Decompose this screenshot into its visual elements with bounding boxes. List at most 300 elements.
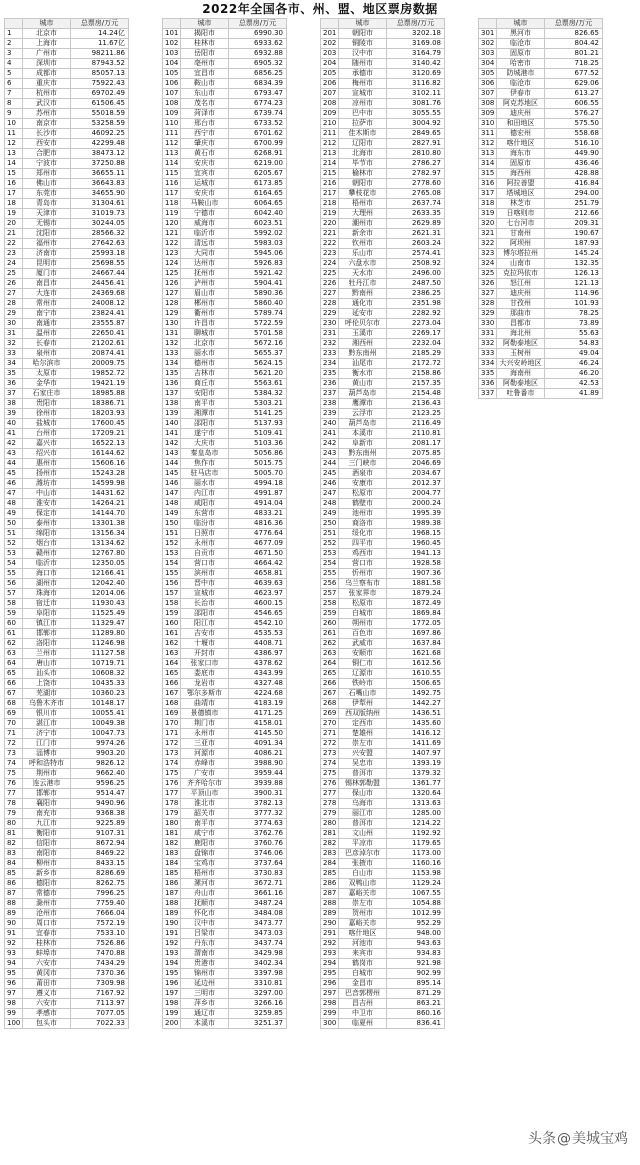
table-row [5, 939, 129, 949]
city-cell: 朝阳市 [339, 179, 387, 189]
city-cell: 文山州 [339, 829, 387, 839]
box-office-cell: 121.13 [545, 279, 603, 289]
table-row [163, 639, 287, 649]
table-row [163, 129, 287, 139]
box-office-cell: 5926.83 [229, 259, 287, 269]
rank-cell: 19 [5, 209, 23, 219]
city-cell: 银川市 [23, 709, 71, 719]
table-row [321, 329, 445, 339]
city-cell: 漯河市 [181, 879, 229, 889]
table-row [5, 839, 129, 849]
rank-cell: 80 [5, 819, 23, 829]
box-office-cell: 14144.70 [71, 509, 129, 519]
table-row [321, 879, 445, 889]
box-office-cell: 3402.34 [229, 959, 287, 969]
table-row [163, 99, 287, 109]
rank-cell: 57 [5, 589, 23, 599]
city-cell: 西双版纳州 [339, 709, 387, 719]
box-office-cell: 871.29 [387, 989, 445, 999]
rank-cell: 286 [321, 879, 339, 889]
box-office-cell: 28566.32 [71, 229, 129, 239]
rank-cell: 336 [479, 379, 497, 389]
box-office-cell: 2116.49 [387, 419, 445, 429]
rank-cell: 72 [5, 739, 23, 749]
city-cell: 宜宾市 [181, 169, 229, 179]
box-office-cell: 4378.62 [229, 659, 287, 669]
city-cell: 通辽市 [181, 1009, 229, 1019]
city-cell: 赤峰市 [181, 759, 229, 769]
city-cell: 连云港市 [23, 779, 71, 789]
table-row [5, 609, 129, 619]
rank-cell: 264 [321, 659, 339, 669]
city-cell: 商洛市 [339, 519, 387, 529]
box-office-cell: 10047.73 [71, 729, 129, 739]
table-row [321, 839, 445, 849]
box-office-cell: 860.16 [387, 1009, 445, 1019]
table-row [5, 39, 129, 49]
table-row [163, 299, 287, 309]
city-cell: 福州市 [23, 239, 71, 249]
rank-cell: 146 [163, 479, 181, 489]
table-row [5, 359, 129, 369]
box-office-cell: 3774.63 [229, 819, 287, 829]
city-cell: 泰州市 [23, 519, 71, 529]
city-cell: 大兴安岭地区 [497, 359, 545, 369]
city-cell: 新余市 [339, 229, 387, 239]
table-row [321, 449, 445, 459]
table-row [163, 649, 287, 659]
table-row [5, 109, 129, 119]
city-cell: 咸宁市 [181, 829, 229, 839]
box-office-cell: 251.79 [545, 199, 603, 209]
table-row [321, 549, 445, 559]
city-cell: 上饶市 [23, 679, 71, 689]
city-cell: 吴忠市 [339, 759, 387, 769]
rank-cell: 201 [321, 29, 339, 39]
box-office-cell: 13301.38 [71, 519, 129, 529]
table-row [479, 189, 603, 199]
city-cell: 葫芦岛市 [339, 389, 387, 399]
rank-cell: 261 [321, 629, 339, 639]
table-row [5, 119, 129, 129]
box-office-cell: 449.90 [545, 149, 603, 159]
box-office-cell: 2496.00 [387, 269, 445, 279]
table-row [321, 519, 445, 529]
table-row [163, 549, 287, 559]
rank-cell: 121 [163, 229, 181, 239]
box-office-cell: 2273.04 [387, 319, 445, 329]
box-office-cell: 3429.98 [229, 949, 287, 959]
table-row [321, 259, 445, 269]
table-row [321, 299, 445, 309]
box-office-cell: 3777.32 [229, 809, 287, 819]
table-row [163, 609, 287, 619]
city-cell: 丽江市 [339, 809, 387, 819]
box-office-cell: 2487.50 [387, 279, 445, 289]
city-cell: 忻州市 [339, 569, 387, 579]
rank-cell: 129 [163, 309, 181, 319]
table-row [321, 209, 445, 219]
city-cell: 喀什地区 [339, 929, 387, 939]
table-row [163, 409, 287, 419]
table-row [163, 859, 287, 869]
table-row [163, 799, 287, 809]
rank-cell: 246 [321, 479, 339, 489]
table-row [5, 429, 129, 439]
rank-cell: 186 [163, 879, 181, 889]
box-office-cell: 3473.77 [229, 919, 287, 929]
box-office-cell: 42.53 [545, 379, 603, 389]
table-row [479, 159, 603, 169]
table-row [479, 289, 603, 299]
city-cell: 崇左市 [339, 739, 387, 749]
table-row [479, 139, 603, 149]
table-row [5, 1009, 129, 1019]
rank-cell: 60 [5, 619, 23, 629]
rank-cell: 113 [163, 149, 181, 159]
rank-cell: 294 [321, 959, 339, 969]
table-row [321, 569, 445, 579]
table-row [321, 169, 445, 179]
table-row [5, 679, 129, 689]
rank-cell: 33 [5, 349, 23, 359]
city-cell: 亳州市 [181, 59, 229, 69]
box-office-cell: 6219.00 [229, 159, 287, 169]
table-row [479, 89, 603, 99]
box-office-cell: 19852.72 [71, 369, 129, 379]
table-row [5, 919, 129, 929]
table-row [5, 449, 129, 459]
city-cell: 临沂市 [181, 229, 229, 239]
city-cell: 南平市 [181, 819, 229, 829]
box-office-cell: 3310.81 [229, 979, 287, 989]
city-cell: 松原市 [339, 599, 387, 609]
table-row [5, 789, 129, 799]
table-row [5, 149, 129, 159]
city-cell: 大同市 [181, 249, 229, 259]
table-row [163, 909, 287, 919]
rank-cell: 171 [163, 729, 181, 739]
box-office-cell: 294.00 [545, 189, 603, 199]
table-row [321, 389, 445, 399]
box-office-cell: 46092.25 [71, 129, 129, 139]
table-row [479, 239, 603, 249]
city-cell: 承德市 [339, 69, 387, 79]
box-office-cell: 53258.59 [71, 119, 129, 129]
rank-cell: 156 [163, 579, 181, 589]
city-cell: 重庆市 [23, 79, 71, 89]
city-cell: 北海市 [339, 149, 387, 159]
table-row [163, 919, 287, 929]
table-row [321, 599, 445, 609]
table-row [163, 759, 287, 769]
box-office-cell: 863.21 [387, 999, 445, 1009]
city-cell: 德州市 [181, 359, 229, 369]
city-cell: 巴音郭楞州 [339, 989, 387, 999]
box-office-cell: 2123.25 [387, 409, 445, 419]
table-row [5, 569, 129, 579]
header-city: 城市 [181, 19, 229, 29]
box-office-cell: 2004.77 [387, 489, 445, 499]
rank-cell: 70 [5, 719, 23, 729]
table-row [5, 129, 129, 139]
city-cell: 拉萨市 [339, 119, 387, 129]
table-row [321, 59, 445, 69]
table-row [163, 949, 287, 959]
rank-cell: 290 [321, 919, 339, 929]
city-cell: 抚顺市 [181, 899, 229, 909]
box-office-cell: 85057.13 [71, 69, 129, 79]
box-office-cell: 1879.24 [387, 589, 445, 599]
table-row [5, 329, 129, 339]
box-office-cell: 718.25 [545, 59, 603, 69]
rank-cell: 24 [5, 259, 23, 269]
table-header-row [479, 19, 603, 29]
city-cell: 固原市 [497, 159, 545, 169]
table-row [5, 949, 129, 959]
city-cell: 三亚市 [181, 739, 229, 749]
table-row [5, 89, 129, 99]
box-office-cell: 826.65 [545, 29, 603, 39]
city-cell: 呼伦贝尔市 [339, 319, 387, 329]
rank-cell: 253 [321, 549, 339, 559]
city-cell: 鹿阳市 [181, 839, 229, 849]
box-office-cell: 5701.58 [229, 329, 287, 339]
rank-cell: 323 [479, 249, 497, 259]
rank-cell: 145 [163, 469, 181, 479]
box-office-cell: 5056.86 [229, 449, 287, 459]
city-cell: 汕头市 [23, 669, 71, 679]
table-row [163, 499, 287, 509]
box-office-cell: 1320.64 [387, 789, 445, 799]
city-cell: 天津市 [23, 209, 71, 219]
city-cell: 迪庆州 [497, 109, 545, 119]
rank-cell: 131 [163, 329, 181, 339]
rank-cell: 58 [5, 599, 23, 609]
city-cell: 太原市 [23, 369, 71, 379]
city-cell: 广安市 [181, 769, 229, 779]
table-row [321, 829, 445, 839]
city-cell: 葫芦岛市 [339, 419, 387, 429]
box-office-cell: 14264.21 [71, 499, 129, 509]
city-cell: 合肥市 [23, 149, 71, 159]
city-cell: 昌都市 [497, 319, 545, 329]
table-row [479, 79, 603, 89]
box-office-cell: 1612.56 [387, 659, 445, 669]
city-cell: 唐山市 [23, 659, 71, 669]
table-row [479, 269, 603, 279]
table-row [163, 59, 287, 69]
box-office-cell: 5860.40 [229, 299, 287, 309]
city-cell: 嘉兴市 [23, 439, 71, 449]
rank-cell: 214 [321, 159, 339, 169]
rank-cell: 265 [321, 669, 339, 679]
city-cell: 南宁市 [23, 309, 71, 319]
table-row [5, 319, 129, 329]
box-office-cell: 6739.74 [229, 109, 287, 119]
city-cell: 十堰市 [181, 639, 229, 649]
rank-cell: 320 [479, 219, 497, 229]
city-cell: 杭州市 [23, 89, 71, 99]
box-office-cell: 3202.18 [387, 29, 445, 39]
rank-cell: 139 [163, 409, 181, 419]
box-office-cell: 36643.83 [71, 179, 129, 189]
city-cell: 白城市 [339, 609, 387, 619]
box-office-cell: 5303.21 [229, 399, 287, 409]
table-row [479, 359, 603, 369]
rank-cell: 83 [5, 849, 23, 859]
table-row [5, 209, 129, 219]
rank-cell: 235 [321, 369, 339, 379]
box-office-cell: 8286.69 [71, 869, 129, 879]
city-cell: 楚雄州 [339, 729, 387, 739]
rank-cell: 335 [479, 369, 497, 379]
city-cell: 保定市 [23, 509, 71, 519]
box-office-cell: 7759.40 [71, 899, 129, 909]
box-office-cell: 952.29 [387, 919, 445, 929]
city-cell: 聊城市 [181, 329, 229, 339]
rank-cell: 321 [479, 229, 497, 239]
box-office-cell: 87943.52 [71, 59, 129, 69]
city-cell: 赣州市 [23, 549, 71, 559]
table-row [163, 829, 287, 839]
table-row [163, 959, 287, 969]
box-office-cell: 4542.10 [229, 619, 287, 629]
table-row [163, 899, 287, 909]
city-cell: 马鞍山市 [181, 199, 229, 209]
city-cell: 昌吉州 [339, 999, 387, 1009]
table-row [321, 309, 445, 319]
city-cell: 西安市 [23, 139, 71, 149]
city-cell: 宜春市 [23, 929, 71, 939]
rank-cell: 310 [479, 119, 497, 129]
table-row [321, 489, 445, 499]
rank-cell: 217 [321, 189, 339, 199]
rank-cell: 115 [163, 169, 181, 179]
rank-cell: 250 [321, 519, 339, 529]
rank-cell: 126 [163, 279, 181, 289]
table-row [479, 39, 603, 49]
rank-cell: 293 [321, 949, 339, 959]
box-office-cell: 4639.63 [229, 579, 287, 589]
table-row [5, 179, 129, 189]
rank-cell: 108 [163, 99, 181, 109]
box-office-cell: 2782.97 [387, 169, 445, 179]
table-row [321, 119, 445, 129]
rank-cell: 263 [321, 649, 339, 659]
rank-cell: 32 [5, 339, 23, 349]
rank-cell: 301 [479, 29, 497, 39]
box-office-cell: 7666.04 [71, 909, 129, 919]
rank-cell: 268 [321, 699, 339, 709]
box-office-cell: 10435.33 [71, 679, 129, 689]
box-office-cell: 5384.32 [229, 389, 287, 399]
city-cell: 深圳市 [23, 59, 71, 69]
table-row [479, 319, 603, 329]
rank-cell: 271 [321, 729, 339, 739]
rank-cell: 16 [5, 179, 23, 189]
rank-cell: 273 [321, 749, 339, 759]
city-cell: 怀化市 [181, 909, 229, 919]
city-cell: 克拉玛依市 [497, 269, 545, 279]
table-row [163, 249, 287, 259]
box-office-cell: 18386.71 [71, 399, 129, 409]
box-office-cell: 18203.93 [71, 409, 129, 419]
rank-cell: 91 [5, 929, 23, 939]
table-row [321, 339, 445, 349]
city-cell: 潮州市 [339, 219, 387, 229]
rank-cell: 313 [479, 149, 497, 159]
city-cell: 安康市 [339, 479, 387, 489]
rank-cell: 333 [479, 349, 497, 359]
box-office-cell: 4991.87 [229, 489, 287, 499]
table-row [321, 939, 445, 949]
ranking-table-block-2 [162, 18, 287, 1029]
table-row [321, 739, 445, 749]
city-cell: 宁波市 [23, 159, 71, 169]
rank-cell: 12 [5, 139, 23, 149]
city-cell: 临沂市 [23, 559, 71, 569]
rank-cell: 84 [5, 859, 23, 869]
city-cell: 永州市 [181, 539, 229, 549]
header-rank [321, 19, 339, 29]
rank-cell: 180 [163, 819, 181, 829]
city-cell: 吐鲁番市 [497, 389, 545, 399]
city-cell: 阿勒泰地区 [497, 339, 545, 349]
table-row [321, 419, 445, 429]
city-cell: 长沙市 [23, 129, 71, 139]
box-office-cell: 114.96 [545, 289, 603, 299]
box-office-cell: 4158.01 [229, 719, 287, 729]
city-cell: 汕尾市 [339, 359, 387, 369]
box-office-cell: 5563.61 [229, 379, 287, 389]
box-office-cell: 41.89 [545, 389, 603, 399]
city-cell: 铁岭市 [339, 679, 387, 689]
rank-cell: 106 [163, 79, 181, 89]
city-cell: 长治市 [181, 599, 229, 609]
box-office-cell: 209.31 [545, 219, 603, 229]
box-office-cell: 3102.11 [387, 89, 445, 99]
city-cell: 海西州 [497, 169, 545, 179]
box-office-cell: 3116.82 [387, 79, 445, 89]
rank-cell: 277 [321, 789, 339, 799]
box-office-cell: 1492.75 [387, 689, 445, 699]
city-cell: 曲靖市 [181, 699, 229, 709]
rank-cell: 311 [479, 129, 497, 139]
box-office-cell: 69702.49 [71, 89, 129, 99]
city-cell: 百色市 [339, 629, 387, 639]
watermark-prefix: 头条 [528, 1131, 556, 1147]
table-row [5, 299, 129, 309]
city-cell: 丽水市 [181, 479, 229, 489]
box-office-cell: 24667.44 [71, 269, 129, 279]
box-office-cell: 11930.43 [71, 599, 129, 609]
box-office-cell: 416.84 [545, 179, 603, 189]
city-cell: 孝感市 [23, 1009, 71, 1019]
table-row [163, 929, 287, 939]
box-office-cell: 46.24 [545, 359, 603, 369]
box-office-cell: 2786.27 [387, 159, 445, 169]
rank-cell: 238 [321, 399, 339, 409]
rank-cell: 29 [5, 309, 23, 319]
rank-cell: 114 [163, 159, 181, 169]
city-cell: 宣城市 [181, 589, 229, 599]
table-row [321, 559, 445, 569]
rank-cell: 282 [321, 839, 339, 849]
ranking-table-block-4 [478, 18, 603, 399]
city-cell: 平顶山市 [181, 789, 229, 799]
city-cell: 安阳市 [181, 389, 229, 399]
